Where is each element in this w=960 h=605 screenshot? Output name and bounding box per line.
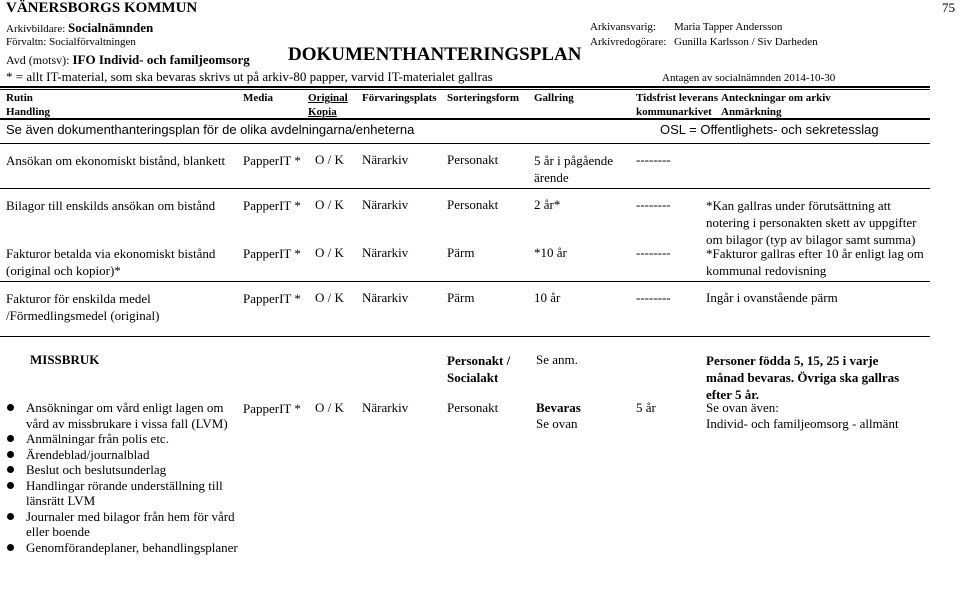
row4-ok: O / K <box>315 290 344 305</box>
see-also-note: Se även dokumenthanteringsplan för de olika avdelningarna/enheterna <box>6 122 415 137</box>
missbruk-anm-1: Se ovan även: <box>706 400 779 415</box>
arkivansvarig-label: Arkivansvarig: <box>590 21 656 33</box>
row1-handling: Ansökan om ekonomiskt bistånd, blankett <box>6 153 226 168</box>
row1-tidsfrist: -------- <box>636 152 671 167</box>
list-item: Handlingar rörande underställning till länsrätt LVM <box>26 478 241 509</box>
row2-handling: Bilagor till enskilds ansökan om bistånd <box>6 198 216 213</box>
row4-anm: Ingår i ovanstående pärm <box>706 290 838 305</box>
row3-sort: Pärm <box>447 245 475 260</box>
header-note: * = allt IT-material, som ska bevaras skrivs ut på arkiv-80 papper, varvid IT-materialet gallras <box>6 69 493 84</box>
row3-ok: O / K <box>315 245 344 260</box>
col-kopia: Kopia <box>308 106 337 118</box>
missbruk-list <box>0 400 241 555</box>
list-item: Anmälningar från polis etc. <box>26 431 241 447</box>
missbruk-plats: Närarkiv <box>362 400 409 415</box>
missbruk-title: MISSBRUK <box>30 352 100 367</box>
avd-label: Avd (motsv): <box>6 53 70 67</box>
arkivredogorare-value: Gunilla Karlsson / Siv Darheden <box>674 36 818 48</box>
row1-media: PapperIT * <box>243 153 301 168</box>
arkivbildare <box>6 20 153 36</box>
row1-sort: Personakt <box>447 152 499 167</box>
missbruk-ok: O / K <box>315 400 344 415</box>
arkivbildare-label: Arkivbildare: <box>6 23 66 35</box>
missbruk-sort: Personakt <box>447 400 499 415</box>
header-bottom-rule <box>0 118 930 120</box>
col-tidsfrist: Tidsfrist leverans <box>636 92 718 104</box>
row2-plats: Närarkiv <box>362 197 409 212</box>
list-item: Ärendeblad/journalblad <box>26 447 241 463</box>
missbruk-gallring-bevaras: Bevaras <box>536 400 581 415</box>
list-item: Genomförandeplaner, behandlingsplaner <box>26 540 241 556</box>
col-anteckningar: Anteckningar om arkiv <box>721 92 831 104</box>
list-item: Ansökningar om vård enligt lagen om vård av missbrukare i vissa fall (LVM) <box>26 400 241 431</box>
header-top-rule <box>0 86 930 88</box>
missbruk-anm-2: Individ- och familjeomsorg - allmänt <box>706 416 899 431</box>
col-gallring: Gallring <box>534 92 574 104</box>
row1-plats: Närarkiv <box>362 152 409 167</box>
list-item: Beslut och beslutsunderlag <box>26 462 241 478</box>
row3-media: PapperIT * <box>243 246 301 261</box>
row1-rule <box>0 188 930 189</box>
row4-media: PapperIT * <box>243 291 301 306</box>
org-name: VÄNERSBORGS KOMMUN <box>6 0 198 16</box>
arkivbildare-value: Socialnämnden <box>68 20 154 35</box>
row3-anm: *Fakturor gallras efter 10 år enligt lag om kommunal redovisning <box>706 246 924 278</box>
header-top-rule-2 <box>0 89 930 90</box>
page-number: 75 <box>942 0 955 15</box>
avd-value: IFO Individ- och familjeomsorg <box>72 52 250 67</box>
antagen-date: Antagen av socialnämnden 2014-10-30 <box>662 72 836 84</box>
col-forvaringsplats: Förvaringsplats <box>362 92 437 104</box>
row4-plats: Närarkiv <box>362 290 409 305</box>
row1-gallring: 5 år i pågående ärende <box>534 153 614 185</box>
row2-tidsfrist: -------- <box>636 197 671 212</box>
row4-sort: Pärm <box>447 290 475 305</box>
row3-handling: Fakturor betalda via ekonomiskt bistånd (original och kopior)* <box>6 246 216 278</box>
col-media: Media <box>243 92 273 104</box>
subheader-rule <box>0 143 930 144</box>
row4-handling: Fakturor för enskilda medel /Förmedlingsmedel (original) <box>6 291 160 323</box>
row3-plats: Närarkiv <box>362 245 409 260</box>
row3-gallring: *10 år <box>534 245 567 260</box>
avdelning <box>6 52 250 68</box>
col-rutin: Rutin <box>6 92 33 104</box>
row2-ok: O / K <box>315 197 344 212</box>
missbruk-sort-head: Personakt / Socialakt <box>447 353 511 385</box>
row2-media: PapperIT * <box>243 198 301 213</box>
row3-rule <box>0 281 930 282</box>
col-anmarkning: Anmärkning <box>721 106 782 118</box>
missbruk-gallring-head: Se anm. <box>536 352 578 367</box>
row4-gallring: 10 år <box>534 290 561 305</box>
arkivredogorare-label: Arkivredogörare: <box>590 36 667 48</box>
row2-sort: Personakt <box>447 197 499 212</box>
row2-anm: *Kan gallras under förutsättning att notering i personakten skett av uppgifter om bilagor (typ av bilagor samt summa) <box>706 198 917 247</box>
missbruk-anm-head: Personer födda 5, 15, 25 i varje månad bevaras. Övriga ska gallras efter 5 år. <box>706 353 900 402</box>
row4-tidsfrist: -------- <box>636 290 671 305</box>
row3-tidsfrist: -------- <box>636 245 671 260</box>
row1-ok: O / K <box>315 152 344 167</box>
missbruk-media: PapperIT * <box>243 401 301 416</box>
osl-note: OSL = Offentlighets- och sekretesslag <box>660 122 879 137</box>
missbruk-gallring-seovan: Se ovan <box>536 416 578 431</box>
row4-rule <box>0 336 930 337</box>
list-item: Journaler med bilagor från hem för vård eller boende <box>26 509 241 540</box>
missbruk-tidsfrist: 5 år <box>636 400 656 415</box>
col-original: Original <box>308 92 348 104</box>
col-sorteringsform: Sorteringsform <box>447 92 520 104</box>
row2-gallring: 2 år* <box>534 197 561 212</box>
arkivansvarig-value: Maria Tapper Andersson <box>674 21 783 33</box>
forvaltning: Förvaltn: Socialförvaltningen <box>6 36 136 48</box>
col-handling: Handling <box>6 106 51 118</box>
doc-title: DOKUMENTHANTERINGSPLAN <box>288 44 582 65</box>
col-kommunarkivet: kommunarkivet <box>636 106 712 118</box>
